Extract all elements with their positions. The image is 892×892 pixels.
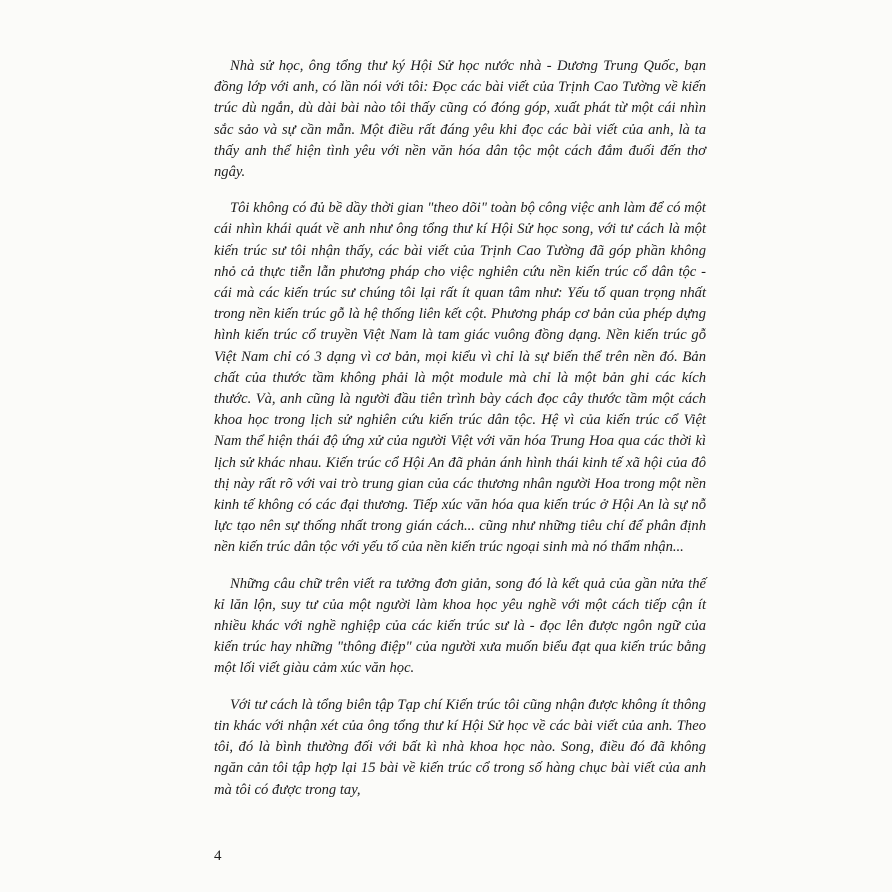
page-number: 4 xyxy=(214,848,222,864)
paragraph: Những câu chữ trên viết ra tưởng đơn giản, song đó là kết quả của gần nửa thế kỉ lăn lộn, suy tư của một người làm khoa học yêu nghề với một cách tiếp cận ít nhiều khác với nghề nghiệp của các kiến trúc sư là - đọc lên được ngôn ngữ của kiến trúc hay những "thông điệp" của người xưa muốn biểu đạt qua kiến trúc bằng một lối viết giàu cảm xúc văn học. xyxy=(214,575,706,677)
body-text xyxy=(214,56,706,816)
paragraph: Tôi không có đủ bề dầy thời gian "theo dõi" toàn bộ công việc anh làm để có một cái nhìn khái quát về anh như ông tổng thư kí Hội Sử học song, với tư cách là một kiến trúc sư tôi nhận thấy, các bài viết của Trịnh Cao Tường đã góp phần không nhỏ cả thực tiễn lẫn phương pháp cho việc nghiên cứu nền kiến trúc cổ dân tộc - cái mà các kiến trúc sư chúng tôi lại rất ít quan tâm như: Yếu tố quan trọng nhất trong nền kiến trúc gỗ là hệ thống liên kết cột. Phương pháp cơ bản của phép dựng hình kiến trúc cổ truyền Việt Nam là tam giác vuông đồng dạng. Nền kiến trúc gỗ Việt Nam chỉ có 3 dạng vì cơ bản, mọi kiểu vì chỉ là sự biến thể trên nền đó. Bản chất của thước tầm không phải là một module mà chỉ là một bản ghi các kích thước. Và, anh cũng là người đầu tiên trình bày cách đọc cây thước tầm một cách khoa học trong lịch sử nghiên cứu kiến trúc dân tộc. Hệ vì của kiến trúc cổ Việt Nam thể hiện thái độ ứng xử của người Việt với văn hóa Trung Hoa qua các thời kì lịch sử khác nhau. Kiến trúc cổ Hội An đã phản ánh hình thái kinh tế xã hội của đô thị này rất rõ với vai trò trung gian của các thương nhân người Hoa trong một nền kinh tế không có các đại thương. Tiếp xúc văn hóa qua kiến trúc ở Hội An là sự nỗ lực tạo nên sự thống nhất trong gián cách... cũng như những tiêu chí để phân định nền kiến trúc dân tộc với yếu tố của nền kiến trúc ngoại sinh mà nó thẩm nhận... xyxy=(214,200,706,556)
paragraph: Với tư cách là tổng biên tập Tạp chí Kiến trúc tôi cũng nhận được không ít thông tin khác với nhận xét của ông tổng thư kí Hội Sử học về các bài viết của anh. Theo tôi, đó là bình thường đối với bất kì nhà khoa học nào. Song, điều đó đã không ngăn cản tôi tập hợp lại 15 bài về kiến trúc cổ trong số hàng chục bài viết của anh mà tôi có được trong tay, xyxy=(214,696,706,798)
paragraph: Nhà sử học, ông tổng thư ký Hội Sử học nước nhà - Dương Trung Quốc, bạn đồng lớp với anh, có lần nói với tôi: Đọc các bài viết của Trịnh Cao Tường về kiến trúc dù ngắn, dù dài bài nào tôi thấy cũng có đóng góp, xuất phát từ một cái nhìn sắc sảo và sự cần mẫn. Một điều rất đáng yêu khi đọc các bài viết của anh, là ta thấy anh thể hiện tình yêu với nền văn hóa dân tộc một cách đắm đuối đến thơ ngây. xyxy=(214,58,706,181)
